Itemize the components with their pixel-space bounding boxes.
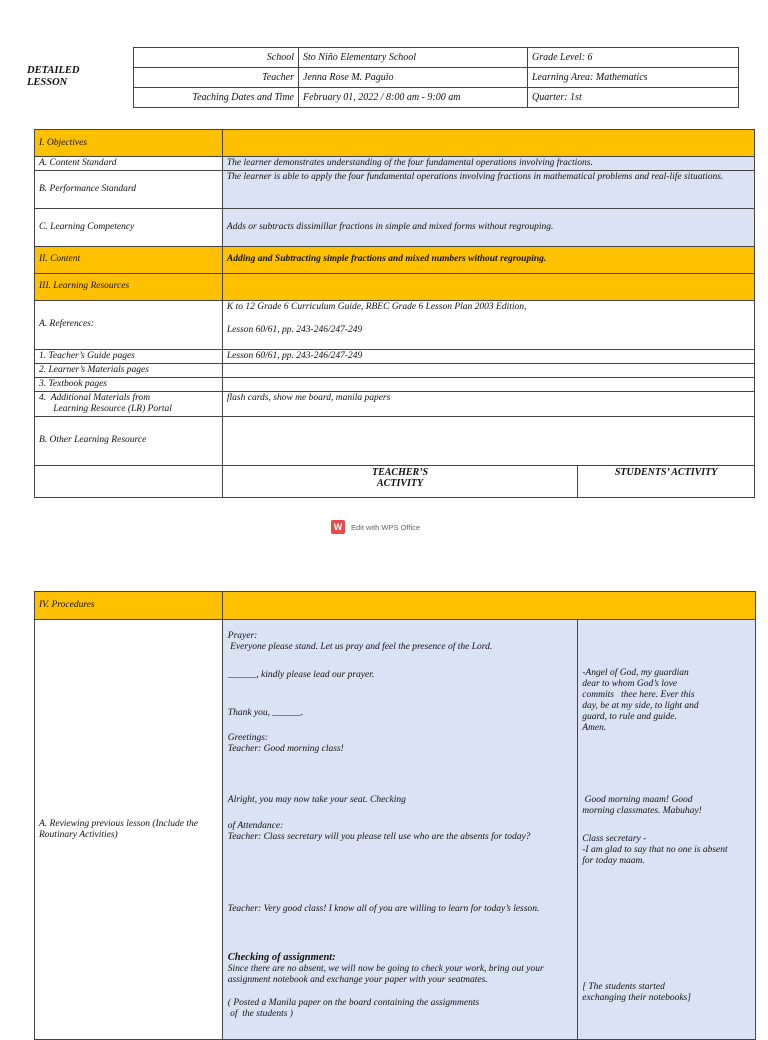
teacher-prayer: Prayer: Everyone please stand. Let us pray and feel the presence of the Lord. — [227, 631, 493, 652]
dates-label: Teaching Dates and Time — [134, 88, 299, 108]
school-value: Sto Niño Elementary School — [299, 48, 528, 68]
competency-value: Adds or subtracts dissimillar fractions in simple and mixed forms without regrouping. — [222, 208, 754, 246]
checking-assignment-text: Since there are no absent, we will now be going to check your work, bring out your assignment notebook and exchange your paper with your seatmates. — [227, 964, 547, 985]
resources-heading: III. Learning Resources — [35, 273, 223, 300]
student-activity-cell — [578, 620, 756, 1040]
wps-logo-icon: W — [331, 520, 345, 534]
learners-materials-label: 2. Learner’s Materials pages — [35, 363, 223, 377]
performance-standard-value: The learner is able to apply the four fundamental operations involving fractions in mathematical problems and real-life situations. — [222, 170, 754, 208]
additional-materials-value: flash cards, show me board, manila papers — [222, 391, 754, 416]
document-title: DETAILED LESSON — [27, 65, 80, 88]
teacher-attendance: of Attendance: Teacher: Class secretary will you please tell use who are the absents for today? — [227, 821, 531, 842]
teachers-guide-value: Lesson 60/61, pp. 243-246/247-249 — [222, 349, 754, 363]
student-prayer: -Angel of God, my guardian dear to whom God’s love commits thee here. Ever this day, be at my side, to light and guard, to rule and guide. Amen. — [582, 668, 699, 733]
posted-manila-paper: ( Posted a Manila paper on the board containing the assigmments of the students ) — [227, 998, 480, 1019]
student-secretary: Class secretary - -I am glad to say that no one is absent for today maam. — [582, 834, 728, 866]
lesson-plan-table — [34, 129, 755, 498]
teacher-activity-header: TEACHER’S ACTIVITY — [222, 465, 577, 497]
content-value: Adding and Subtracting simple fractions and mixed numbers without regrouping. — [222, 246, 754, 273]
textbook-label: 3. Textbook pages — [35, 377, 223, 391]
references-value-line1: K to 12 Grade 6 Curriculum Guide, RBEC Grade 6 Lesson Plan 2003 Edition, — [226, 301, 527, 312]
wps-watermark[interactable] — [331, 518, 451, 536]
teacher-activity-cell — [222, 620, 577, 1040]
references-value — [222, 300, 754, 349]
teacher-lead-prayer: ______, kindly please lead our prayer. — [227, 670, 375, 680]
other-resource-label: B. Other Learning Resource — [35, 416, 223, 465]
review-lesson-label: A. Reviewing previous lesson (Include the Routinary Activities) — [35, 620, 223, 1040]
teacher-label: Teacher — [134, 68, 299, 88]
content-standard-value: The learner demonstrates understanding of the four fundamental operations involving fractions. — [222, 157, 754, 171]
teacher-thanks: Thank you, ______. — [227, 708, 304, 718]
content-standard-label: A. Content Standard — [35, 157, 223, 171]
student-activity-header: STUDENTS’ ACTIVITY — [578, 465, 755, 497]
wps-watermark-text: Edit with WPS Office — [351, 522, 421, 532]
dates-value: February 01, 2022 / 8:00 am - 9:00 am — [299, 88, 528, 108]
student-exchange: [ The students started exchanging their notebooks] — [582, 982, 691, 1003]
competency-label: C. Learning Competency — [35, 208, 223, 246]
checking-assignment-title: Checking of assignment: — [227, 952, 336, 963]
teachers-guide-label: 1. Teacher’s Guide pages — [35, 349, 223, 363]
performance-standard-label: B. Performance Standard — [35, 170, 223, 208]
header-info-table — [133, 47, 739, 108]
procedures-heading: IV. Procedures — [35, 592, 223, 620]
procedures-table — [34, 591, 756, 1040]
objectives-heading: I. Objectives — [35, 130, 223, 157]
grade-level: Grade Level: 6 — [528, 48, 739, 68]
teacher-greetings: Greetings: Teacher: Good morning class! — [227, 733, 344, 754]
student-greeting: Good morning maam! Good morning classmates. Mabuhay! — [582, 795, 702, 816]
school-label: School — [134, 48, 299, 68]
additional-materials-label: 4. Additional Materials from Learning Resource (LR) Portal — [35, 391, 223, 416]
teacher-take-seat: Alright, you may now take your seat. Checking — [227, 795, 406, 805]
content-label: II. Content — [35, 246, 223, 273]
teacher-very-good: Teacher: Very good class! I know all of you are willing to learn for today’s lesson. — [227, 904, 540, 914]
references-value-line2: Lesson 60/61, pp. 243-246/247-249 — [226, 324, 363, 335]
references-label: A. References: — [35, 300, 223, 349]
quarter: Quarter: 1st — [528, 88, 739, 108]
learning-area: Learning Area: Mathematics — [528, 68, 739, 88]
teacher-value: Jenna Rose M. Paguio — [299, 68, 528, 88]
